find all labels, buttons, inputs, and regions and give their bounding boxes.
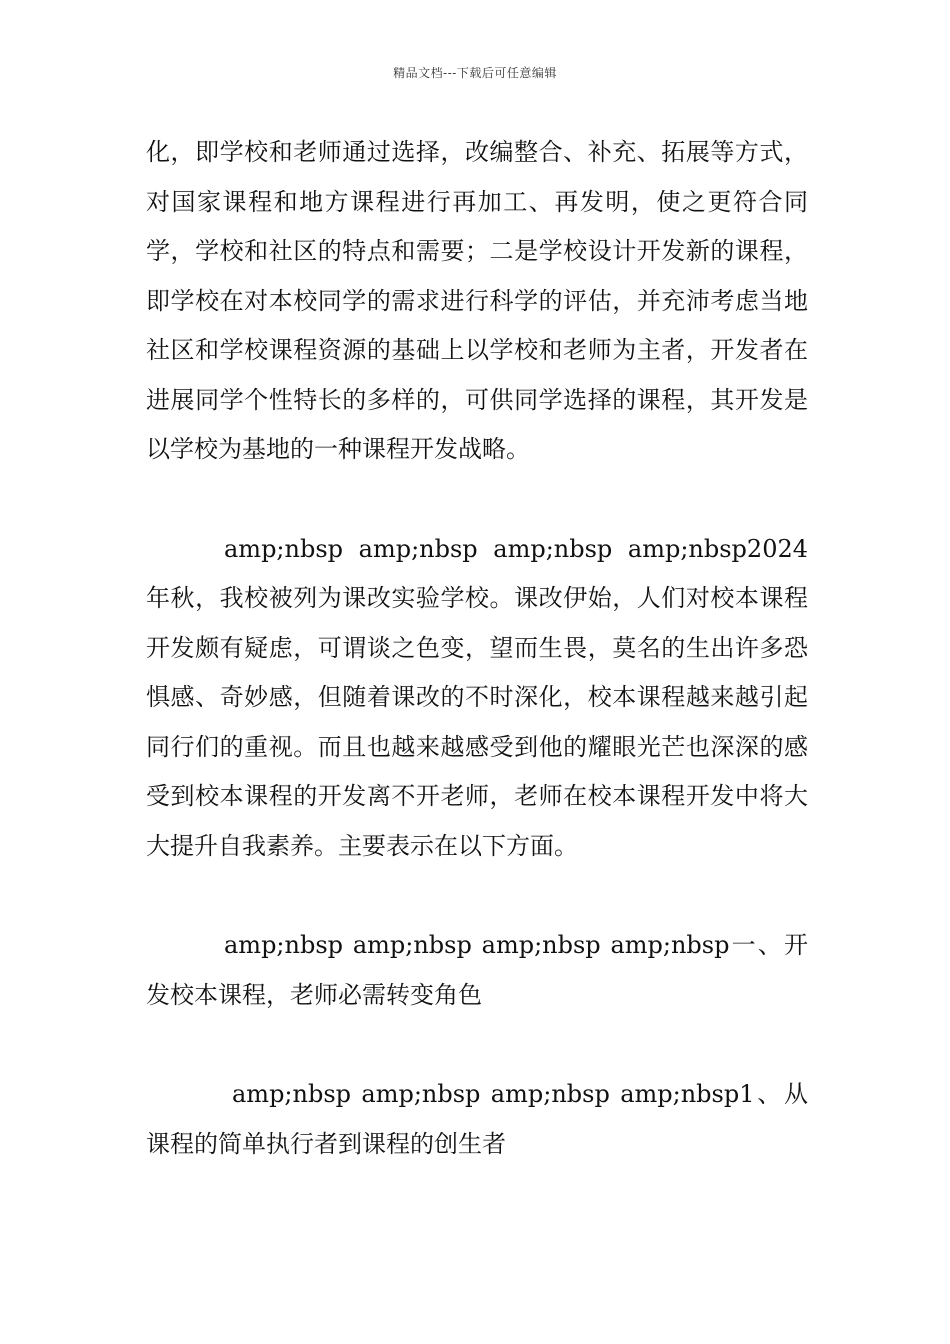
paragraph-school-reform: amp;nbsp amp;nbsp amp;nbsp amp;nbsp2024年秋，我校被列为课改实验学校。课改伊始，人们对校本课程开发颇有疑虑，可谓谈之色变，望而生畏，莫名的生出许多恐惧感、奇妙感，但随着课改的不时深化，校本课程越来越引起同行们的重视。而且也越来越感受到他的耀眼光芒也深深的感受到校本课程的开发离不开老师，老师在校本课程开发中将大大提升自我素养。主要表示在以下方面。 [146, 534, 808, 860]
page-header: 精品文档---下载后可任意编辑 [393, 66, 557, 80]
document-body [146, 128, 808, 1169]
subsection-heading-1-1: amp;nbsp amp;nbsp amp;nbsp amp;nbsp1、从课程的简单执行者到课程的创生者 [146, 1080, 808, 1158]
paragraph-continued: 化，即学校和老师通过选择，改编整合、补充、拓展等方式，对国家课程和地方课程进行再加工、再发明，使之更符合同学，学校和社区的特点和需要；二是学校设计开发新的课程，即学校在对本校同学的需求进行科学的评估，并充沛考虑当地社区和学校课程资源的基础上以学校和老师为主者，开发者在进展同学个性特长的多样的，可供同学选择的课程，其开发是以学校为基地的一种课程开发战略。 [146, 138, 808, 463]
section-heading-1: amp;nbsp amp;nbsp amp;nbsp amp;nbsp一、开发校本课程，老师必需转变角色 [146, 931, 808, 1009]
